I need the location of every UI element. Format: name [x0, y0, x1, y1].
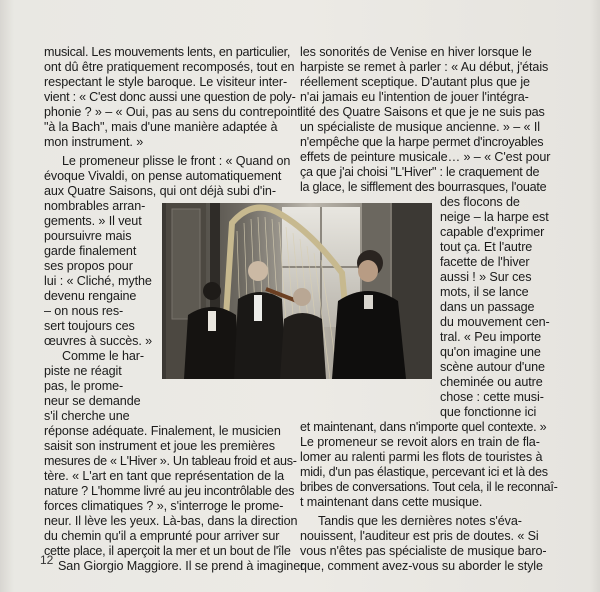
text-line: phonie ? » – « Oui, pas au sens du contrepoint — [44, 105, 301, 119]
text-line: Le promeneur se revoit alors en train de fla- — [300, 435, 540, 449]
text-line: les sonorités de Venise en hiver lorsque le — [300, 45, 532, 59]
text-line: effets de peinture musicale… » – « C'est pour — [300, 150, 551, 164]
text-line: nature ? L'homme livré au jeu incontrôlable des — [44, 484, 295, 498]
text-line: du mouvement cen- — [440, 315, 550, 329]
text-line: sert toujours ces — [44, 319, 135, 333]
text-line: dans un passage — [440, 300, 535, 314]
text-line: neur. Il lève les yeux. Là-bas, dans la direction — [44, 514, 298, 528]
text-line: ont dû être pratiquement recomposés, tout en — [44, 60, 295, 74]
text-line: scène autour d'une — [440, 360, 545, 374]
text-line: saisit son instrument et joue les premières — [44, 439, 275, 453]
text-line: Comme le har- — [62, 349, 144, 363]
text-line: aussi ! » Sur ces — [440, 270, 532, 284]
text-line: lui : « Cliché, mythe — [44, 274, 152, 288]
text-line: lomer au ralenti parmi les flots de touristes à — [300, 450, 543, 464]
ensemble-image — [162, 203, 432, 379]
text-line: s'il cherche une — [44, 409, 130, 423]
text-line: forces climatiques ? », s'interroge le prome- — [44, 499, 284, 513]
text-line: du chemin qu'il a emprunté pour arriver sur — [44, 529, 280, 543]
text-line: un spécialiste de musique ancienne. » – « Il — [300, 120, 540, 134]
musicians-photo — [162, 203, 432, 379]
text-line: lité des Quatre Saisons et que je ne suis pas — [300, 105, 545, 119]
text-line: piste ne réagit — [44, 364, 122, 378]
text-line: et maintenant, dans n'importe quel contexte. » — [300, 420, 547, 434]
text-line: pas, le prome- — [44, 379, 124, 393]
text-line: tral. « Peu importe — [440, 330, 541, 344]
text-line: musical. Les mouvements lents, en particulier, — [44, 45, 291, 59]
text-line: réponse adéquate. Finalement, le musicien — [44, 424, 281, 438]
text-line: nouissent, l'auditeur est pris de doutes. « Si — [300, 529, 539, 543]
page-number: 12 — [40, 553, 54, 567]
text-line: réellement sceptique. D'autant plus que je — [300, 75, 530, 89]
text-line: mon instrument. » — [44, 135, 144, 149]
text-line: – on nous res- — [44, 304, 124, 318]
text-line: n'empêche que la harpe permet d'incroyables — [300, 135, 544, 149]
text-line: respectant le style baroque. Le visiteur inter- — [44, 75, 288, 89]
text-line: vous n'êtes pas spécialiste de musique baro- — [300, 544, 547, 558]
text-line: mots, il se lance — [440, 285, 529, 299]
text-line: neur se demande — [44, 394, 141, 408]
text-line: midi, d'un pas élastique, percevant ici et là des — [300, 465, 548, 479]
text-line: mesures de « L'Hiver ». Un tableau froid et aus- — [44, 454, 297, 468]
text-line: vient : « C'est donc aussi une question de poly- — [44, 90, 296, 104]
text-line: t maintenant dans cette musique. — [300, 495, 483, 509]
text-line: devenu rengaine — [44, 289, 137, 303]
text-line: capable d'exprimer — [440, 225, 545, 239]
text-line: garde finalement — [44, 244, 137, 258]
text-line: "à la Bach", mais d'une manière adaptée à — [44, 120, 278, 134]
text-line: bribes de conversations. Tout cela, il le reconnaî- — [300, 480, 558, 494]
text-line: aux Quatre Saisons, qui ont déjà subi d'in- — [44, 184, 276, 198]
text-line: nombrables arran- — [44, 199, 146, 213]
text-line: poursuivre mais — [44, 229, 132, 243]
text-line: ça que j'ai choisi "L'Hiver" : le craquement de — [300, 165, 540, 179]
text-line: tère. « L'art en tant que représentation de la — [44, 469, 285, 483]
text-line: des flocons de — [440, 195, 520, 209]
text-line: Tandis que les dernières notes s'éva- — [318, 514, 522, 528]
text-line: gements. » Il veut — [44, 214, 142, 228]
text-line: que, comment avez-vous su aborder le style — [300, 559, 543, 573]
text-line: ses propos pour — [44, 259, 133, 273]
text-line: San Giorgio Maggiore. Il se prend à imaginer — [58, 559, 305, 573]
text-line: Le promeneur plisse le front : « Quand on — [62, 154, 291, 168]
text-line: harpiste se remet à parler : « Au début, j'étais — [300, 60, 549, 74]
text-line: que fonctionne ici — [440, 405, 537, 419]
text-line: facette de l'hiver — [440, 255, 530, 269]
text-line: tout ça. Et l'autre — [440, 240, 533, 254]
text-line: cheminée ou autre — [440, 375, 543, 389]
text-line: la glace, le sifflement des bourrasques, l'ouate — [300, 180, 547, 194]
text-line: n'ai jamais eu l'intention de jouer l'intégra- — [300, 90, 529, 104]
text-line: œuvres à succès. » — [44, 334, 153, 348]
text-line: évoque Vivaldi, on pense automatiquement — [44, 169, 282, 183]
text-line: cette place, il aperçoit la mer et un bout de l'île — [44, 544, 291, 558]
text-line: chose : cette musi- — [440, 390, 544, 404]
text-line: neige – la harpe est — [440, 210, 549, 224]
text-line: qu'on imagine une — [440, 345, 541, 359]
